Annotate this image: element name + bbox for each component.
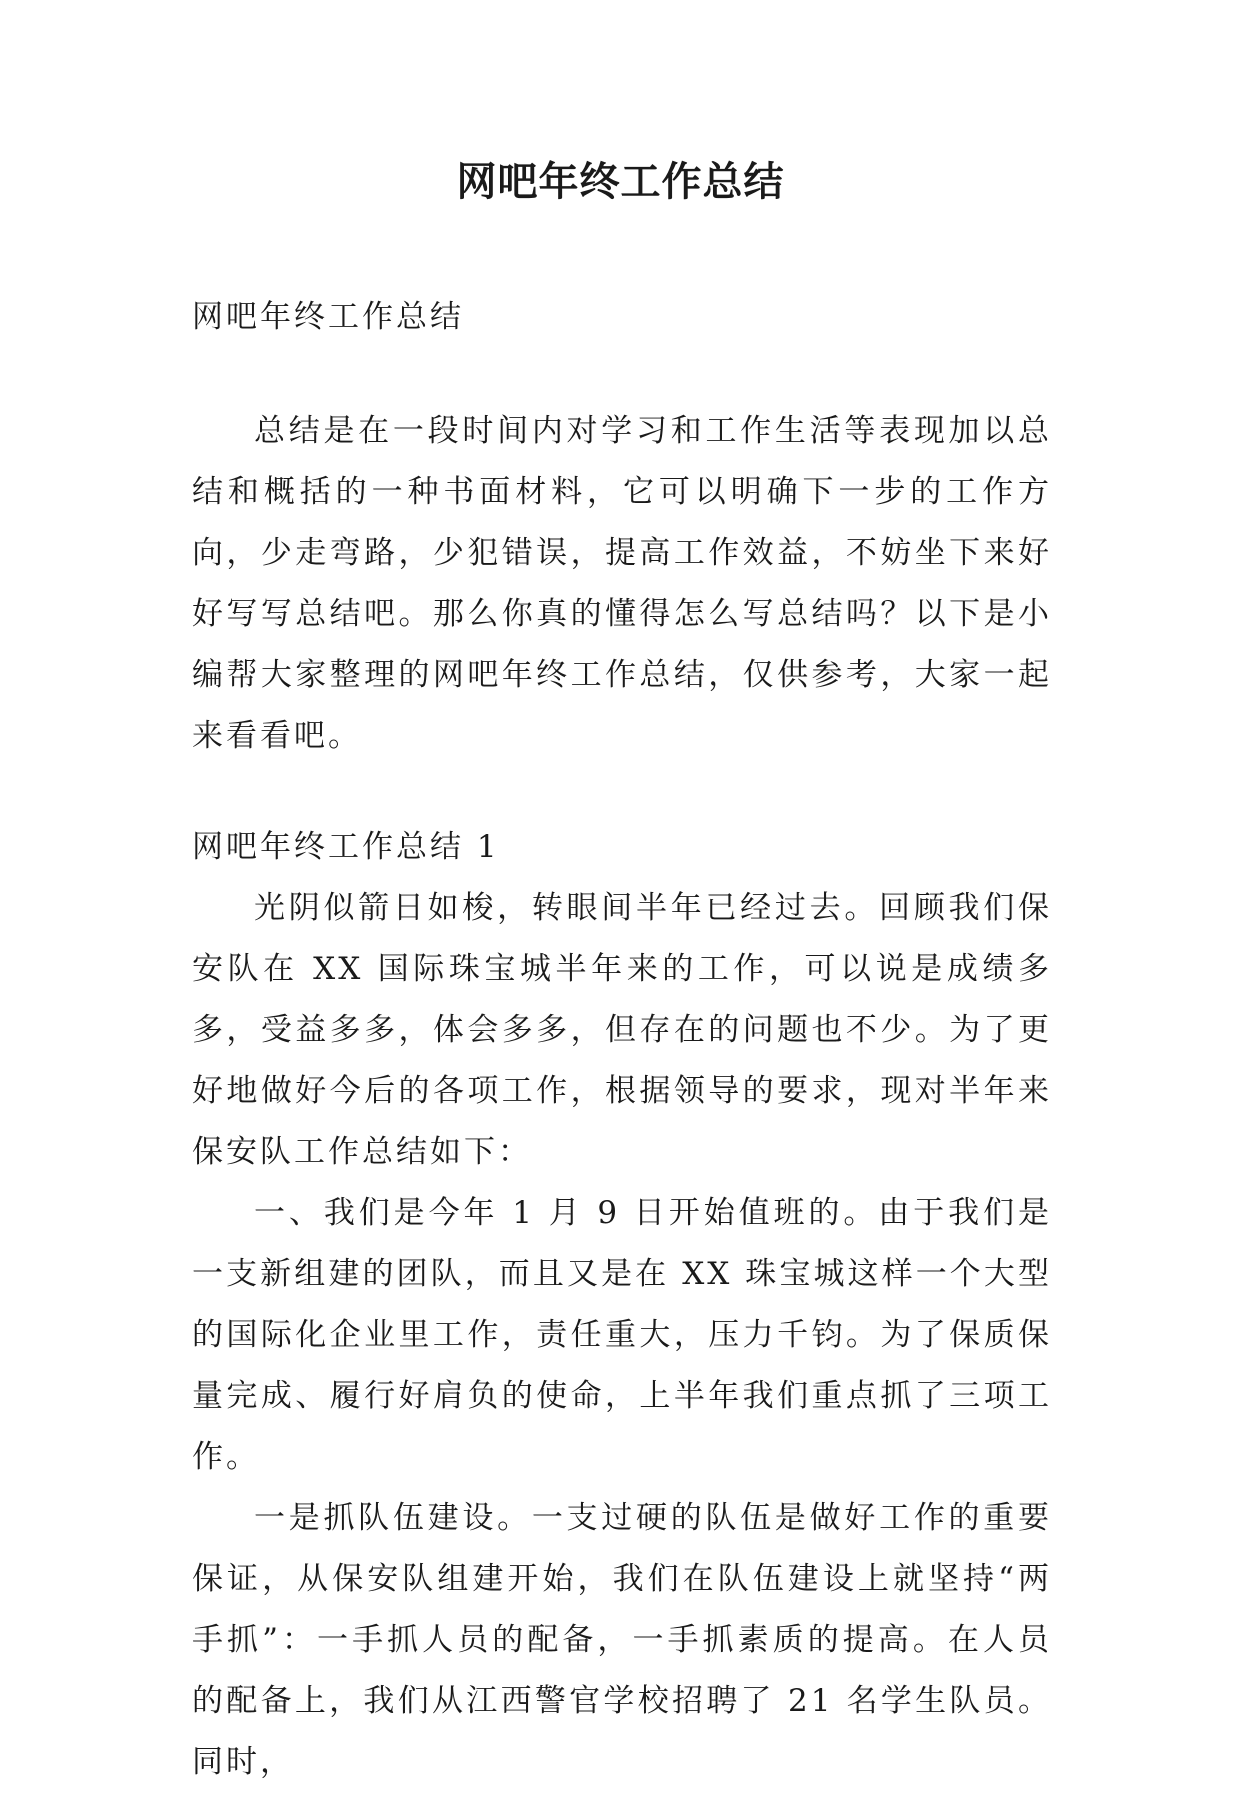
document-title: 网吧年终工作总结: [456, 158, 785, 205]
body-paragraph-3: 一是抓队伍建设。一支过硬的队伍是做好工作的重要保证，从保安队组建开始，我们在队伍建设上就坚持“两手抓”：一手抓人员的配备，一手抓素质的提高。在人员的配备上，我们从江西警官学校招聘了 21 名学生队员。同时，: [192, 1500, 1052, 1780]
document-subtitle: 网吧年终工作总结: [192, 299, 464, 335]
intro-paragraph: 总结是在一段时间内对学习和工作生活等表现加以总结和概括的一种书面材料，它可以明确下一步的工作方向，少走弯路，少犯错误，提高工作效益，不妨坐下来好好写写总结吧。那么你真的懂得怎么写总结吗？以下是小编帮大家整理的网吧年终工作总结，仅供参考，大家一起来看看吧。: [192, 413, 1052, 754]
section-heading: 网吧年终工作总结 1: [192, 829, 500, 865]
document-body: [192, 287, 1052, 1793]
body-paragraph-2: 一、我们是今年 1 月 9 日开始值班的。由于我们是一支新组建的团队，而且又是在 XX 珠宝城这样一个大型的国际化企业里工作，责任重大，压力千钧。为了保质保量完成、履行好肩负的使命，上半年我们重点抓了三项工作。: [192, 1195, 1052, 1475]
body-paragraph-1: 光阴似箭日如梭，转眼间半年已经过去。回顾我们保安队在 XX 国际珠宝城半年来的工作，可以说是成绩多多，受益多多，体会多多，但存在的问题也不少。为了更好地做好今后的各项工作，根据领导的要求，现对半年来保安队工作总结如下：: [192, 890, 1052, 1170]
